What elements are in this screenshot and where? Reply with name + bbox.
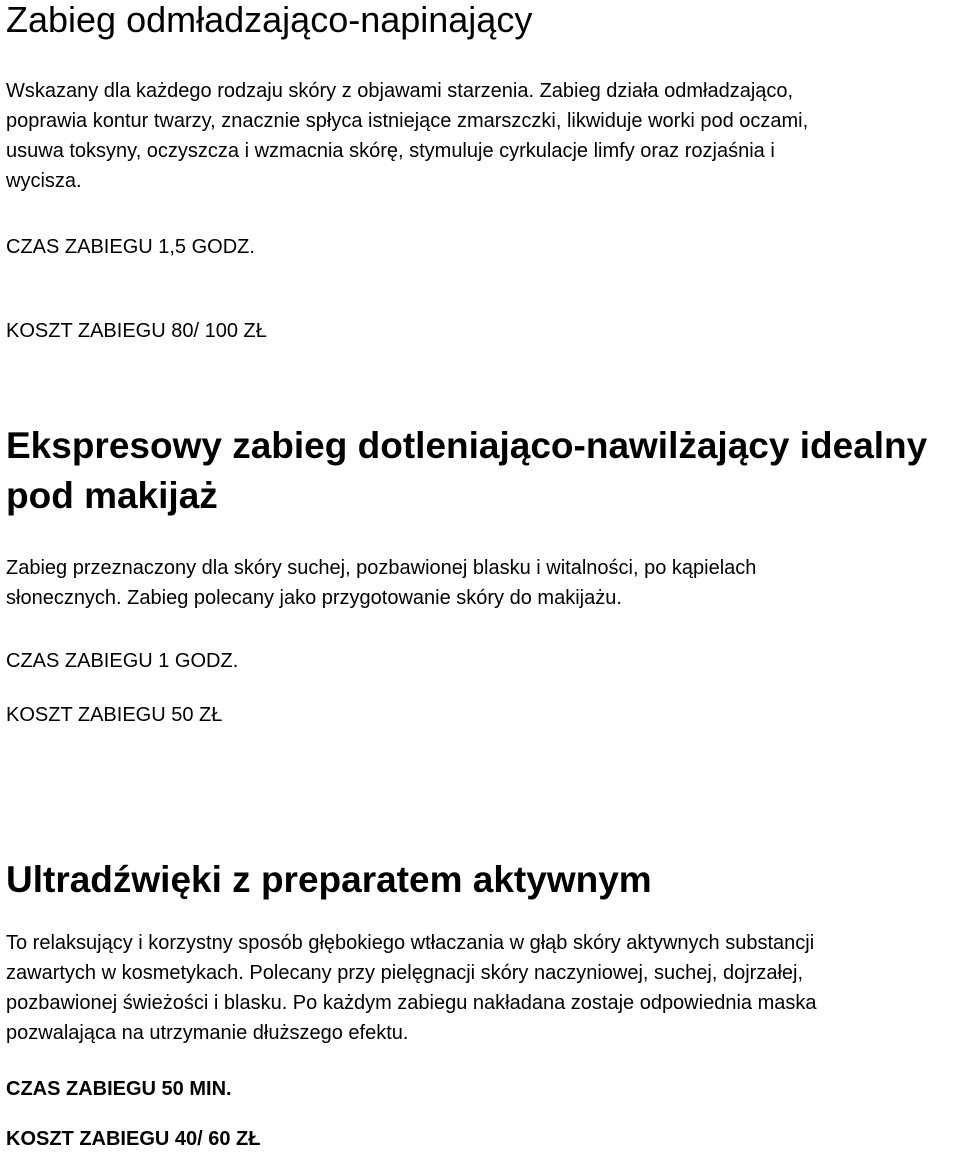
section-2-cost: KOSZT ZABIEGU 50 ZŁ	[6, 704, 223, 726]
section-2-line-2: słonecznych. Zabieg polecany jako przygotowanie skóry do makijażu.	[6, 587, 622, 609]
section-3-cost: KOSZT ZABIEGU 40/ 60 ZŁ	[6, 1128, 261, 1150]
section-2-description	[6, 553, 956, 613]
section-1-cost: KOSZT ZABIEGU 80/ 100 ZŁ	[6, 320, 267, 342]
section-3-line-3: pozbawionej świeżości i blasku. Po każdym zabiegu nakładana zostaje odpowiednia maska	[6, 992, 817, 1014]
section-3-line-2: zawartych w kosmetykach. Polecany przy pielęgnacji skóry naczyniowej, suchej, dojrzałej,	[6, 962, 804, 984]
section-3-line-4: pozwalająca na utrzymanie dłuższego efektu.	[6, 1022, 409, 1044]
section-1-line-1: Wskazany dla każdego rodzaju skóry z objawami starzenia. Zabieg działa odmładzająco,	[6, 80, 794, 102]
section-2-time: CZAS ZABIEGU 1 GODZ.	[6, 650, 239, 672]
section-1-line-2: poprawia kontur twarzy, znacznie spłyca istniejące zmarszczki, likwiduje worki pod oczami,	[6, 110, 809, 132]
section-1-title: Zabieg odmładzająco-napinający	[6, 0, 533, 40]
section-1-line-3: usuwa toksyny, oczyszcza i wzmacnia skórę, stymuluje cyrkulacje limfy oraz rozjaśnia i	[6, 140, 775, 162]
section-1-line-4: wycisza.	[6, 170, 82, 192]
section-1-time: CZAS ZABIEGU 1,5 GODZ.	[6, 236, 255, 258]
section-3-description	[6, 928, 956, 1048]
section-2-title-line-2: pod makijaż	[6, 475, 218, 516]
section-2-title-line-1: Ekspresowy zabieg dotleniająco-nawilżający idealny	[6, 425, 928, 466]
section-3-title: Ultradźwięki z preparatem aktywnym	[6, 859, 652, 900]
section-1-description	[6, 76, 956, 196]
section-2-line-1: Zabieg przeznaczony dla skóry suchej, pozbawionej blasku i witalności, po kąpielach	[6, 557, 757, 579]
section-3-time: CZAS ZABIEGU 50 MIN.	[6, 1078, 232, 1100]
section-3-line-1: To relaksujący i korzystny sposób głębokiego wtłaczania w głąb skóry aktywnych substancji	[6, 932, 815, 954]
